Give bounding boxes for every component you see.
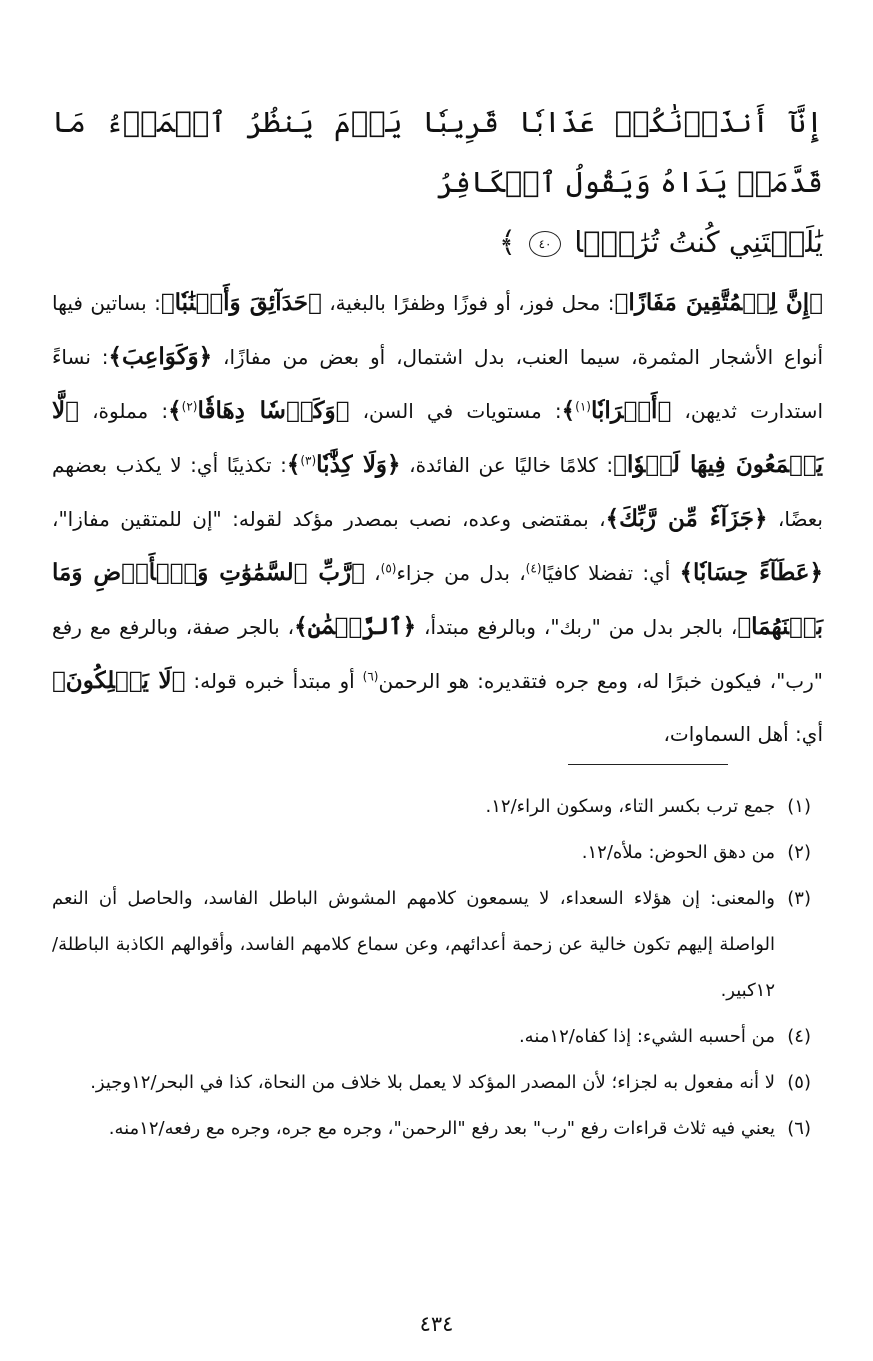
footnote-ref-3[interactable]: (٣) [300, 453, 317, 468]
quran-quote: ﴿وَلَا كِذَّٰبٗا [316, 451, 401, 478]
commentary-text: أي: أهل السماوات، [663, 722, 823, 746]
footnote-number: (٢) [787, 842, 811, 863]
footnotes-section [52, 784, 811, 1152]
footnote-ref-2[interactable]: (٢) [181, 399, 198, 414]
footnote-text: جمع ترب بكسر التاء، وسكون الراء/١٢. [485, 796, 775, 817]
commentary-text: ، بالجر بدل من "ربك"، وبالرفع مبتدأ، [416, 615, 738, 639]
footnote-ref-1[interactable]: (١) [575, 399, 591, 414]
footnote-item [52, 784, 811, 830]
commentary-text: : مستويات في السن، [349, 399, 562, 423]
footnote-item [52, 1014, 811, 1060]
quran-quote: ﴿لَّا يَسۡمَعُونَ فِيهَا لَغۡوٗا﴾ [52, 397, 824, 478]
quran-quote: ﴿لَا يَمۡلِكُونَ﴾ [52, 667, 186, 694]
footnote-text: لا أنه مفعول به لجزاء؛ لأن المصدر المؤكد لا يعمل بلا خلاف من النحاة، كذا في البحر/١٢وجيز. [90, 1072, 775, 1093]
quran-quote-close: ﴾ [561, 397, 576, 424]
quran-quote: ﴿أَتۡرَابٗا [590, 397, 672, 424]
footnote-ref-4[interactable]: (٤) [525, 561, 542, 576]
footnote-item [52, 1060, 811, 1106]
footnote-item [52, 1106, 811, 1152]
commentary-text: ، [364, 561, 381, 585]
commentary-text: : كلامًا خاليًا عن الفائدة، [400, 453, 614, 477]
commentary-text: ، بمقتضى وعده، نصب بمصدر مؤكد لقوله: "إن للمتقين مفازا"، [52, 507, 606, 531]
quran-quote: ﴿عَطَآءً حِسَابٗا﴾ [679, 559, 824, 586]
commentary-text: : محل فوز، أو فوزًا وظفرًا بالبغية، [321, 291, 615, 315]
footnote-number: (٤) [787, 1026, 811, 1047]
quran-quote: ﴿إِنَّ لِلۡمُتَّقِينَ مَفَازًا﴾ [614, 289, 823, 316]
footnote-item [52, 876, 811, 1014]
verse-line-2: يَٰلَيۡتَنِي كُنتُ تُرَٰبَۢا [574, 225, 823, 259]
commentary-paragraph [52, 276, 823, 761]
commentary-text: ، بالجر صفة، وبالرفع مع رفع "رب"، فيكون خبرًا له، ومع جره فتقديره: هو الرحمن [52, 615, 823, 693]
footnote-separator-rule [568, 764, 728, 765]
footnote-item [52, 830, 811, 876]
footnote-text: من دهق الحوض: ملأه/١٢. [581, 842, 775, 863]
verse-close-bracket: ﴾ [498, 225, 516, 259]
verse-line-1: إِنَّآ أَنذَرۡنَٰكُمۡ عَذَابٗا قَرِيبٗا يَوۡمَ يَنظُرُ ٱلۡمَرۡءُ مَا قَدَّمَتۡ يَدَاهُ وَيَقُولُ ٱلۡكَافِرُ [52, 105, 823, 199]
footnote-ref-6[interactable]: (٦) [362, 669, 379, 684]
footnote-text: والمعنى: إن هؤلاء السعداء، لا يسمعون كلامهم المشوش الباطل الفاسد، والحاصل أن النعم الواصلة إليهم تكون خالية عن زحمة أعدائهم، وعن سماع كلامهم الفاسد، وأقوالهم الكاذبة الباطلة/١٢كبير. [52, 888, 775, 1001]
commentary-text: : نساءً استدارت ثديهن، [52, 345, 823, 423]
footnote-number: (٣) [787, 888, 811, 909]
quran-quote: ﴿حَدَآئِقَ وَأَعۡنَٰبٗا﴾ [160, 289, 322, 316]
quran-quote: ﴿وَكَوَاعِبَ﴾ [108, 343, 213, 370]
footnote-text: من أحسبه الشيء: إذا كفاه/١٢منه. [518, 1026, 775, 1047]
commentary-text: : مملوة، [78, 399, 169, 423]
commentary-text: : تكذيبًا أي: لا يكذب بعضهم بعضًا، [52, 453, 824, 531]
commentary-text: أي: تفضلا كافيًا [541, 561, 680, 585]
quran-quote: ﴿جَزَآءٗ مِّن رَّبِّكَ﴾ [605, 505, 768, 532]
footnote-number: (٦) [787, 1118, 811, 1139]
ayah-number-marker: ٤٠ [529, 231, 561, 257]
footnote-number: (١) [787, 796, 811, 817]
quran-quote-close: ﴾ [168, 397, 182, 424]
footnote-number: (٥) [787, 1072, 811, 1093]
page-number: ٤٣٤ [419, 1312, 454, 1336]
quran-quote: ﴿وَكَأۡسٗا دِهَاقٗا [197, 397, 350, 424]
commentary-text: أو مبتدأ خبره قوله: [185, 669, 363, 693]
quran-quote: ﴿رَّبِّ ٱلسَّمَٰوَٰتِ وَٱلۡأَرۡضِ وَمَا بَيۡنَهُمَا﴾ [52, 559, 823, 640]
commentary-text: : بساتين فيها أنواع الأشجار المثمرة، سيما العنب، بدل اشتمال، أو بعض من مفازًا، [52, 291, 823, 369]
quran-quote-close: ﴾ [286, 451, 301, 478]
quran-verse [52, 92, 823, 272]
footnote-ref-5[interactable]: (٥) [380, 561, 397, 576]
commentary-text: ، بدل من جزاء [396, 561, 526, 585]
tafsir-commentary [52, 276, 823, 761]
footnote-text: يعني فيه ثلاث قراءات رفع "رب" بعد رفع "الرحمن"، وجره مع جره، وجره مع رفعه/١٢منه. [108, 1118, 775, 1139]
main-text-block [52, 92, 823, 761]
quran-quote: ﴿ٱلرَّحۡمَٰنِ﴾ [294, 613, 417, 640]
